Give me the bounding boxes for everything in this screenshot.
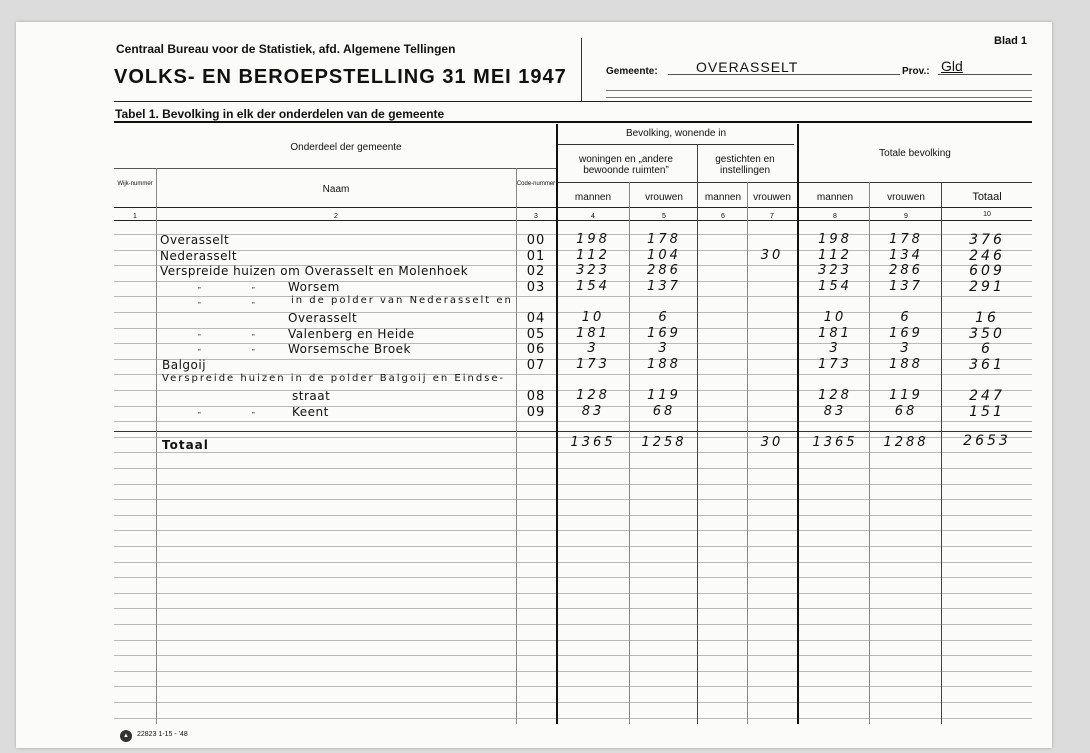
row-value-tm: 198 bbox=[818, 232, 852, 247]
bevolking-header: Bevolking, wonende in bbox=[625, 128, 727, 139]
col-number: 6 bbox=[721, 213, 725, 220]
col-number: 4 bbox=[591, 213, 595, 220]
gestichten-header: gestichten en instellingen bbox=[715, 154, 775, 176]
row-code: 01 bbox=[526, 249, 546, 264]
ruled-line bbox=[114, 499, 1032, 500]
row-code: 02 bbox=[526, 264, 546, 279]
gemeente-value: OVERASSELT bbox=[696, 59, 799, 75]
ditto-mark: ” bbox=[252, 333, 255, 342]
row-naam: Verspreide huizen in de polder Balgoij en Eindse- bbox=[162, 373, 506, 384]
row-value-m: 181 bbox=[576, 326, 610, 341]
printer-logo-icon: ▲ bbox=[120, 730, 132, 742]
row-naam: Overasselt bbox=[160, 233, 230, 247]
ditto-mark: ” bbox=[252, 301, 255, 310]
rule-subheader-right bbox=[556, 182, 1032, 183]
row-value-tm: 83 bbox=[823, 404, 847, 419]
row-code: 09 bbox=[526, 405, 546, 420]
census-form-sheet bbox=[16, 22, 1052, 748]
ruled-line bbox=[114, 452, 1032, 453]
form-title: VOLKS- EN BEROEPSTELLING 31 MEI 1947 bbox=[114, 66, 567, 88]
vline-bevolking-left bbox=[556, 124, 558, 724]
rule-colnum-top bbox=[114, 207, 1032, 208]
ruled-line bbox=[114, 593, 1032, 594]
ditto-mark: ” bbox=[198, 301, 201, 310]
row-value-v: 169 bbox=[647, 326, 681, 341]
col-number: 10 bbox=[983, 211, 991, 218]
prov-underline bbox=[938, 74, 1032, 75]
row-code: 03 bbox=[526, 280, 546, 295]
ruled-line bbox=[114, 468, 1032, 469]
row-value-tv: 68 bbox=[894, 404, 918, 419]
row-naam: in de polder van Nederasselt en bbox=[291, 295, 513, 306]
row-naam: Keent bbox=[292, 405, 329, 419]
row-value-tv: 286 bbox=[889, 263, 923, 278]
row-value-v: 137 bbox=[647, 279, 681, 294]
ditto-mark: ” bbox=[252, 348, 255, 357]
row-value-m: 3 bbox=[587, 341, 599, 356]
row-value-tm: 3 bbox=[829, 341, 841, 356]
ruled-line bbox=[114, 530, 1032, 531]
vline-totale-left bbox=[797, 124, 799, 724]
col-mannen-3: mannen bbox=[816, 192, 854, 203]
ditto-mark: ” bbox=[198, 286, 201, 295]
ruled-line bbox=[114, 484, 1032, 485]
col-number: 1 bbox=[133, 213, 137, 220]
col-mannen-1: mannen bbox=[574, 192, 612, 203]
row-value-tt: 6 bbox=[981, 341, 993, 357]
ditto-mark: ” bbox=[198, 333, 201, 342]
row-value-v: 68 bbox=[652, 404, 676, 419]
ruled-line bbox=[114, 655, 1032, 656]
row-value-m: 128 bbox=[576, 388, 610, 403]
row-value-tm: 128 bbox=[818, 388, 852, 403]
totaal-tot-mannen: 1365 bbox=[812, 435, 858, 450]
ruled-line bbox=[114, 624, 1032, 625]
code-header: Code-nummer bbox=[516, 181, 556, 187]
gemeente-label: Gemeente: bbox=[606, 66, 658, 77]
totaal-vrouwen: 1258 bbox=[641, 435, 687, 450]
rule-colnum-bottom bbox=[114, 220, 1032, 221]
tabel-title: Tabel 1. Bevolking in elk der onderdelen van de gemeente bbox=[115, 107, 445, 121]
col-vrouwen-3: vrouwen bbox=[887, 192, 925, 203]
vline-totale-mid bbox=[869, 182, 870, 724]
onderdeel-header: Onderdeel der gemeente bbox=[290, 142, 402, 153]
totaal-gesticht-vrouwen: 30 bbox=[760, 435, 784, 450]
header-rule-2 bbox=[606, 97, 1032, 98]
row-value-v: 3 bbox=[658, 341, 670, 356]
header-divider bbox=[581, 38, 582, 101]
wijk-header: Wijk-nummer bbox=[117, 181, 153, 187]
col-vrouwen-1: vrouwen bbox=[645, 192, 683, 203]
row-value-tm: 10 bbox=[823, 310, 847, 325]
col-number: 2 bbox=[334, 213, 338, 220]
row-value-tv: 134 bbox=[889, 248, 923, 263]
row-naam: Balgoij bbox=[162, 358, 207, 372]
row-value-tm: 154 bbox=[818, 279, 852, 294]
row-value-v: 119 bbox=[647, 388, 681, 403]
row-value-tv: 3 bbox=[900, 341, 912, 356]
row-value-v: 6 bbox=[658, 310, 670, 325]
header-rule-1 bbox=[606, 90, 1032, 91]
ditto-mark: ” bbox=[252, 411, 255, 420]
row-code: 00 bbox=[526, 233, 546, 248]
rule-subheader-left bbox=[114, 168, 556, 169]
ruled-line bbox=[114, 671, 1032, 672]
row-value-gv: 30 bbox=[760, 248, 784, 263]
rule-bevolking bbox=[556, 144, 794, 145]
row-code: 08 bbox=[526, 389, 546, 404]
blad-number: Blad 1 bbox=[994, 35, 1028, 47]
col-number: 9 bbox=[904, 213, 908, 220]
row-value-tt: 361 bbox=[969, 357, 1005, 373]
row-value-m: 112 bbox=[576, 248, 610, 263]
vline-woningen-mid bbox=[629, 182, 630, 724]
row-value-tt: 246 bbox=[969, 248, 1005, 264]
row-naam: straat bbox=[292, 389, 331, 403]
ditto-mark: ” bbox=[198, 348, 201, 357]
ruled-line bbox=[114, 702, 1032, 703]
row-value-tm: 112 bbox=[818, 248, 852, 263]
row-value-m: 198 bbox=[576, 232, 610, 247]
woningen-header: woningen en „andere bewoonde ruimten” bbox=[579, 154, 673, 176]
col-number: 8 bbox=[833, 213, 837, 220]
ruled-line bbox=[114, 296, 1032, 297]
row-value-tv: 169 bbox=[889, 326, 923, 341]
totaal-label: Totaal bbox=[162, 438, 209, 452]
totaal-mannen: 1365 bbox=[570, 435, 616, 450]
row-value-tv: 137 bbox=[889, 279, 923, 294]
vline-code bbox=[516, 168, 517, 724]
row-value-v: 104 bbox=[647, 248, 681, 263]
header-bottom-rule bbox=[114, 101, 1032, 102]
row-value-m: 323 bbox=[576, 263, 610, 278]
vline-gestichten-mid bbox=[747, 182, 748, 724]
col-vrouwen-2: vrouwen bbox=[753, 192, 791, 203]
row-value-tt: 247 bbox=[969, 388, 1005, 404]
totale-bevolking-header: Totale bevolking bbox=[879, 148, 951, 159]
row-value-tm: 173 bbox=[818, 357, 852, 372]
ruled-line bbox=[114, 608, 1032, 609]
row-value-m: 154 bbox=[576, 279, 610, 294]
vline-gestichten-left bbox=[697, 144, 698, 724]
row-value-tt: 609 bbox=[969, 263, 1005, 279]
totaal-tot-vrouwen: 1288 bbox=[883, 435, 929, 450]
ruled-line bbox=[114, 562, 1032, 563]
naam-header: Naam bbox=[322, 184, 350, 195]
prov-value: Gld bbox=[941, 58, 963, 74]
row-value-tm: 323 bbox=[818, 263, 852, 278]
row-code: 07 bbox=[526, 358, 546, 373]
ruled-line bbox=[114, 515, 1032, 516]
row-value-tt: 376 bbox=[969, 232, 1005, 248]
row-naam: Worsemsche Broek bbox=[288, 342, 411, 356]
ditto-mark: ” bbox=[198, 411, 201, 420]
prov-label: Prov.: bbox=[902, 66, 930, 77]
row-value-tt: 291 bbox=[969, 279, 1005, 295]
ruled-line bbox=[114, 577, 1032, 578]
ruled-line bbox=[114, 718, 1032, 719]
row-value-m: 83 bbox=[581, 404, 605, 419]
row-value-tv: 188 bbox=[889, 357, 923, 372]
row-value-m: 173 bbox=[576, 357, 610, 372]
col-number: 3 bbox=[534, 213, 538, 220]
row-naam: Nederasselt bbox=[160, 249, 238, 263]
row-value-v: 178 bbox=[647, 232, 681, 247]
row-naam: Verspreide huizen om Overasselt en Molenhoek bbox=[160, 264, 469, 278]
row-naam: Worsem bbox=[288, 280, 340, 294]
totaal-totaal: 2653 bbox=[963, 433, 1011, 449]
row-value-tv: 6 bbox=[900, 310, 912, 325]
ruled-line bbox=[114, 421, 1032, 422]
row-value-tm: 181 bbox=[818, 326, 852, 341]
table-top-rule bbox=[114, 121, 1032, 123]
vline-wijk bbox=[156, 168, 157, 724]
row-value-tt: 350 bbox=[969, 326, 1005, 342]
row-value-m: 10 bbox=[581, 310, 605, 325]
col-mannen-2: mannen bbox=[704, 192, 742, 203]
form-code: 22823 1-15 - '48 bbox=[137, 731, 188, 738]
col-number: 7 bbox=[770, 213, 774, 220]
row-code: 04 bbox=[526, 311, 546, 326]
gemeente-underline bbox=[668, 74, 900, 75]
totaal-rule bbox=[114, 431, 1032, 432]
row-naam: Valenberg en Heide bbox=[288, 327, 415, 341]
row-value-tt: 151 bbox=[969, 404, 1005, 420]
row-value-tv: 119 bbox=[889, 388, 923, 403]
row-code: 05 bbox=[526, 327, 546, 342]
row-value-v: 286 bbox=[647, 263, 681, 278]
row-value-tv: 178 bbox=[889, 232, 923, 247]
row-naam: Overasselt bbox=[288, 311, 358, 325]
ditto-mark: ” bbox=[252, 286, 255, 295]
row-value-tt: 16 bbox=[975, 310, 999, 326]
ruled-line bbox=[114, 640, 1032, 641]
col-totaal: Totaal bbox=[972, 191, 1002, 203]
row-code: 06 bbox=[526, 342, 546, 357]
col-number: 5 bbox=[662, 213, 666, 220]
bureau-name: Centraal Bureau voor de Statistiek, afd. Algemene Tellingen bbox=[116, 42, 456, 56]
vline-totaal-left bbox=[941, 182, 942, 724]
ruled-line bbox=[114, 686, 1032, 687]
row-value-v: 188 bbox=[647, 357, 681, 372]
ruled-line bbox=[114, 546, 1032, 547]
